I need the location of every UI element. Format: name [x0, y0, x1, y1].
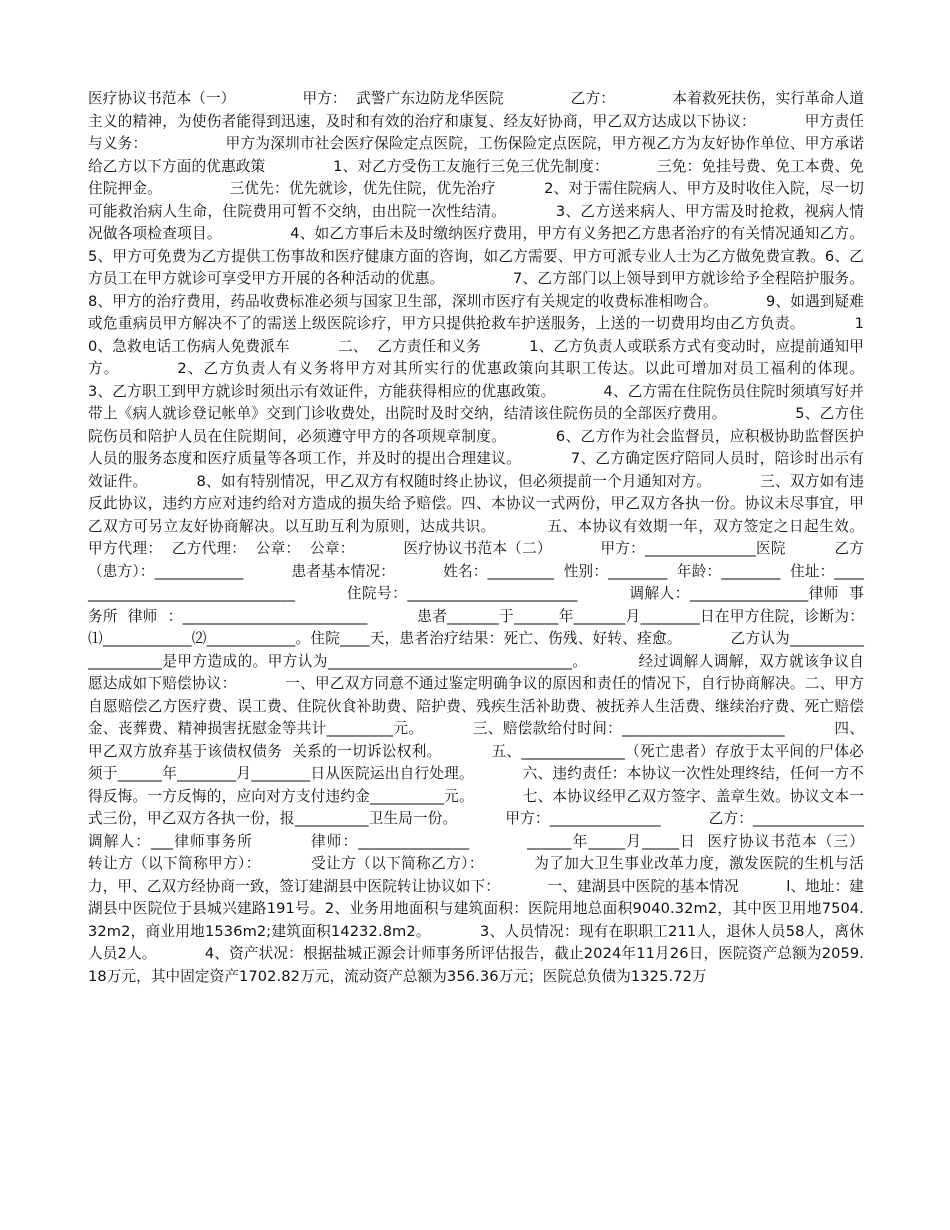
- document-text: 医疗协议书范本（一） 甲方： 武警广东边防龙华医院 乙方： 本着救死扶伤，实行革命人道主义的精神，为使伤者能得到迅速，及时和有效的治疗和康复、经友好协商，甲乙双方达成以下协议： 甲方责任与义务： 甲方为深圳市社会医疗保险定点医院，工伤保险定点医院，甲方视乙方为友好协作单位、甲方承诺 给乙方以下方面的优惠政策 1、对乙方受伤工友施行三免三优先制度： 三免：免挂号费、免工本费、免住院押金。 三优先：优先就诊，优先住院，优先治疗 2、对于需住院病人、甲方及时收住入院，尽一切可能救治病人生命，住院费用可暂不交纳，由出院一次性结清。 3、乙方送来病人、甲方需及时抢救，视病人情况做各项检查项目。 4、如乙方事后未及时缴纳医疗费用，甲方有义务把乙方患者治疗的有关情况通知乙方。 5、甲方可免费为乙方提供工伤事故和医疗健康方面的咨询，如乙方需要、甲方可派专业人士为乙方做免费宣教。6、乙方员工在甲方就诊可享受甲方开展的各种活动的优惠。 7、乙方部门以上领导到甲方就诊给予全程陪护服务。 8、甲方的治疗费用，药品收费标准必须与国家卫生部，深圳市医疗有关规定的收费标准相吻合。 9、如遇到疑难或危重病员甲方解决不了的需送上级医院诊疗，甲方只提供抢救车护送服务，上送的一切费用均由乙方负责。 10、急救电话工伤病人免费派车 二、 乙方责任和义务 1、乙方负责人或联系方式有变动时，应提前通知甲方。 2、乙方负责人有义务将甲方对其所实行的优惠政策向其职工传达。以此可增加对员工福利的体现。 3、乙方职工到甲方就诊时须出示有效证件，方能获得相应的优惠政策。 4、乙方需在住院伤员住院时须填写好并带上《病人就诊登记帐单》交到门诊收费处，出院时及时交纳，结清该住院伤员的全部医疗费用。 5、乙方住院伤员和陪护人员在住院期间，必须遵守甲方的各项规章制度。 6、乙方作为社会监督员，应积极协助监督医护人员的服务态度和医疗质量等各项工作，并及时的提出合理建议。 7、乙方确定医疗陪同人员时，陪诊时出示有效证件。 8、如有特别情况，甲乙双方有权随时终止协议，但必须提前一个月通知对方。 三、双方如有违反此协议，违约方应对违约给对方造成的损失给予赔偿。四、本协议一式两份，甲乙双方各执一份。协议未尽事宜，甲乙双方可另立友好协商解决。以互助互利为原则，达成共识。 五、本协议有效期一年，双方签定之日起生效。 甲方代理： 乙方代理： 公章： 公章： 医疗协议书范本（二） 甲方：_______________医院 乙方（患方）：____________ 患者基本情况： 姓名：_________ 性别：________ 年龄：________ 住址：________________________________ 住院号：_______________________ 调解人：________________律师 事务所 律师 ：_________________________ 患者_______于______年_______月________日在甲方住院，诊断为：⑴____________⑵____________。住院____天，患者治疗结果：死亡、伤残、好转、痊愈。 乙方认为____________________是甲方造成的。甲方认为_________________________________。 经过调解人调解，双方就该争议自愿达成如下赔偿协议： 一、甲乙双方同意不通过鉴定明确争议的原因和责任的情况下，自行协商解决。二、甲方自愿赔偿乙方医疗费、误工费、住院伙食补助费、陪护费、残疾生活补助费、被抚养人生活费、继续治疗费、死亡赔偿金、丧葬费、精神损害抚慰金等共计_________元。 三、赔偿款给付时间：______________________ 四、甲乙双方放弃基于该债权债务 关系的一切诉讼权利。 五、______________（死亡患者）存放于太平间的尸体必须于______年________月________日从医院运出自行处理。 六、违约责任：本协议一次性处理终结，任何一方不得反悔。一方反悔的，应向对方支付违约金__________元。 七、本协议经甲乙双方签字、盖章生效。协议文本一式三份，甲乙双方各执一份，报__________卫生局一份。 甲方：_______________ 乙方：_______________ 调解人：___律师事务所 律师：_______________ ______年_____月_____日 医疗协议书范本（三） 转让方（以下简称甲方）： 受让方（以下简称乙方）： 为了加大卫生事业改革力度，激发医院的生机与活力，甲、乙双方经协商一致，签订建湖县中医院转让协议如下： 一、建湖县中医院的基本情况 l、地址：建湖县中医院位于县城兴建路191号。2、业务用地面积与建筑面积：医院用地总面积9040.32m2，其中医卫用地7504.32m2，商业用地1536m2;建筑面积14232.8m2。 3、人员情况：现有在职职工211人，退休人员58人，离休人员2人。 4、资产状况：根据盐城正源会计师事务所评估报告，截止2024年11月26日，医院资产总额为2059.18万元，其中固定资产1702.82万元，流动资产总额为356.36万元；医院总负债为1325.72万: [88, 90, 931, 985]
- document-body: [88, 88, 931, 988]
